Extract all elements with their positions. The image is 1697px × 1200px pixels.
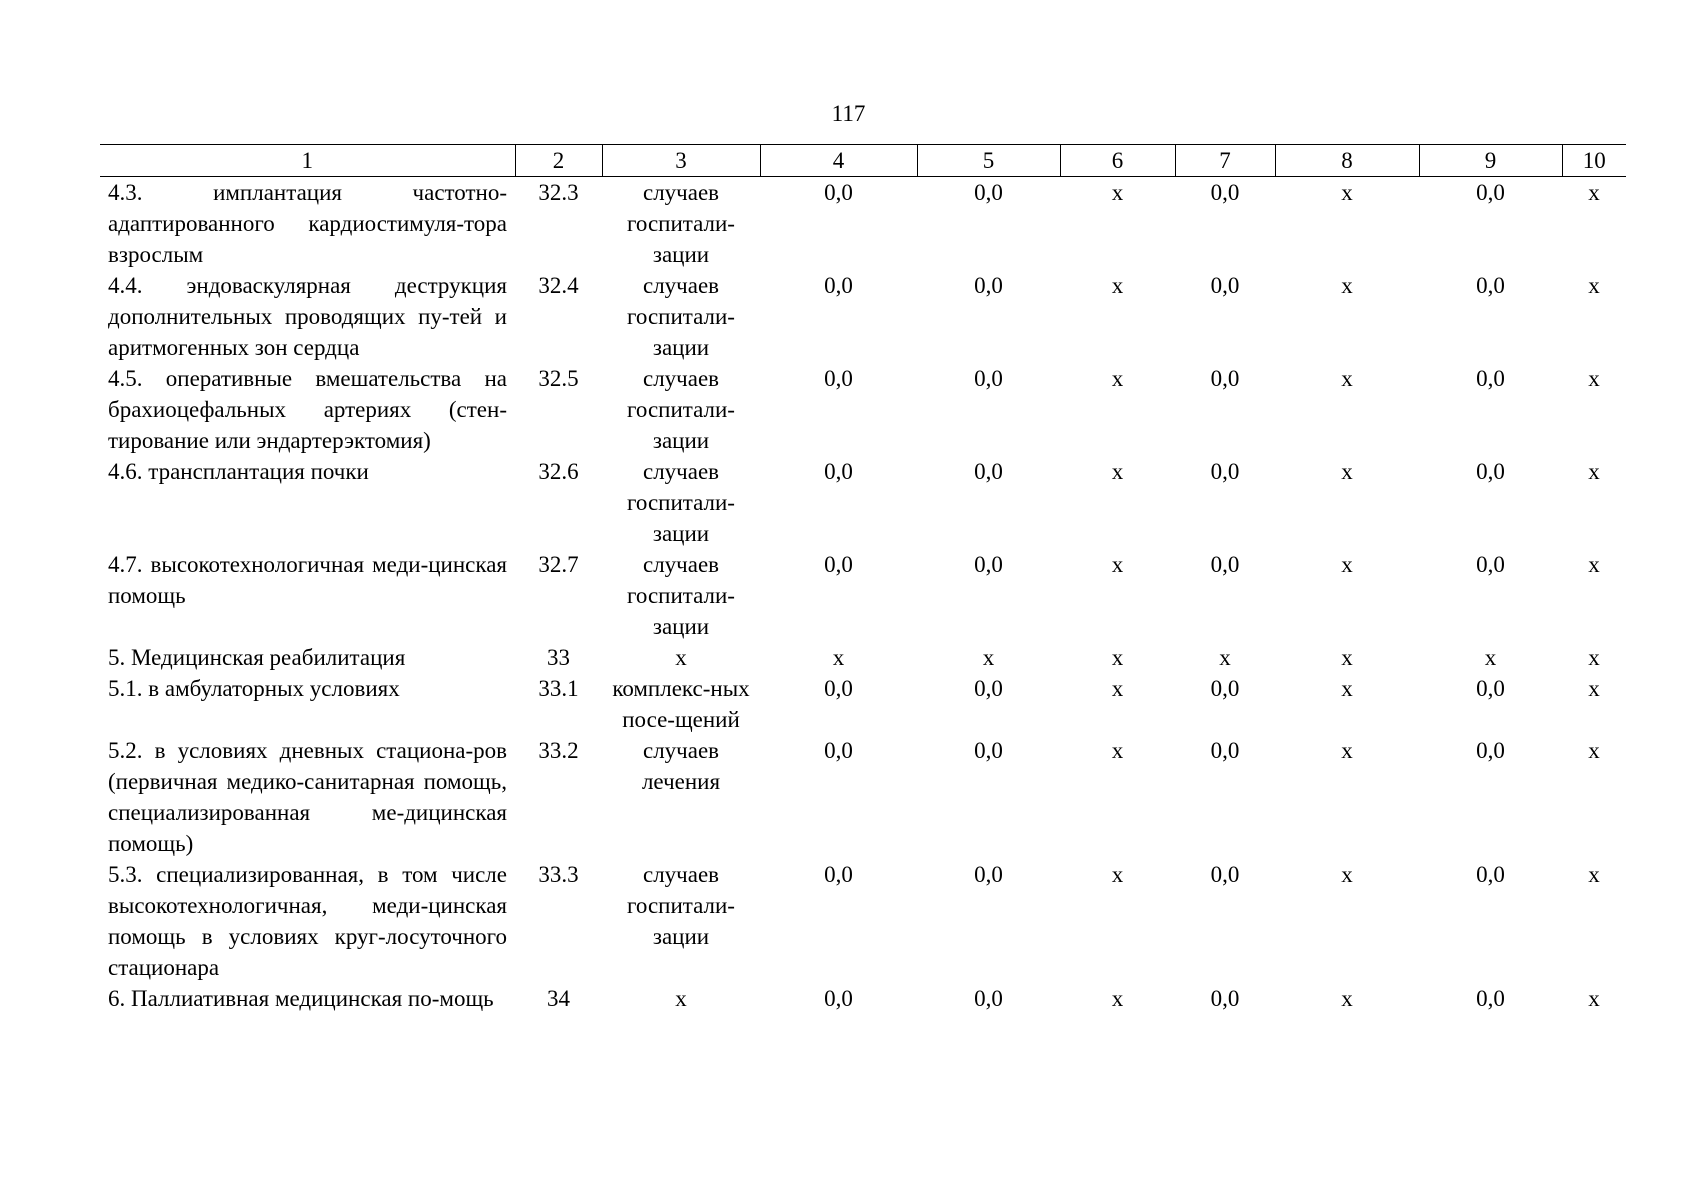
- row-name: 4.6. трансплантация почки: [108, 459, 369, 484]
- column-header-1: 1: [100, 145, 515, 177]
- row-value-7: 0,0: [1210, 459, 1240, 484]
- row-value-10: х: [1588, 180, 1600, 205]
- row-value-5: х: [982, 645, 995, 670]
- row-name: 4.3. имплантация частотно-адаптированного кардиостимуля-тора взрослым: [108, 180, 507, 267]
- row-value-7: 0,0: [1210, 180, 1240, 205]
- column-header-5: 5: [917, 145, 1060, 177]
- row-value-4: 0,0: [824, 366, 853, 391]
- row-value-8: х: [1341, 645, 1353, 670]
- column-header-3: 3: [602, 145, 760, 177]
- row-code: 32.5: [538, 366, 579, 391]
- row-unit: случаев госпитали-зации: [627, 552, 735, 639]
- row-value-9: 0,0: [1476, 676, 1505, 701]
- row-value-6: х: [1111, 180, 1124, 205]
- row-value-10: х: [1588, 459, 1600, 484]
- row-value-10: х: [1588, 273, 1600, 298]
- row-value-5: 0,0: [974, 459, 1003, 484]
- row-value-9: 0,0: [1476, 459, 1505, 484]
- row-value-7: 0,0: [1210, 273, 1240, 298]
- row-value-5: 0,0: [974, 180, 1003, 205]
- row-value-8: х: [1341, 459, 1353, 484]
- row-value-6: х: [1111, 738, 1124, 763]
- row-value-8: х: [1341, 862, 1353, 887]
- row-value-6: х: [1111, 862, 1124, 887]
- row-name: 4.5. оперативные вмешательства на брахиоцефальных артериях (стен-тирование или эндартерэктомия): [108, 366, 507, 453]
- row-unit: случаев лечения: [641, 738, 721, 794]
- row-value-10: х: [1588, 986, 1600, 1011]
- row-value-5: 0,0: [974, 862, 1003, 887]
- row-value-7: 0,0: [1210, 366, 1240, 391]
- row-value-10: х: [1588, 366, 1600, 391]
- row-unit: х: [675, 986, 687, 1011]
- row-name: 5.3. специализированная, в том числе высокотехнологичная, меди-цинская помощь в условиях круг-лосуточного стационара: [108, 862, 507, 980]
- row-value-10: х: [1588, 552, 1600, 577]
- row-unit: случаев госпитали-зации: [627, 459, 735, 546]
- row-value-9: 0,0: [1476, 986, 1505, 1011]
- row-code: 33: [547, 645, 570, 670]
- row-code: 34: [547, 986, 570, 1011]
- row-name: 4.4. эндоваскулярная деструкция дополнительных проводящих пу-тей и аритмогенных зон сердца: [108, 273, 507, 360]
- row-value-10: х: [1588, 645, 1600, 670]
- row-name: 5.1. в амбулаторных условиях: [108, 676, 400, 701]
- column-header-7: 7: [1175, 145, 1275, 177]
- row-value-5: 0,0: [974, 552, 1003, 577]
- row-value-10: х: [1588, 862, 1600, 887]
- row-value-4: 0,0: [824, 459, 853, 484]
- column-header-10: 10: [1562, 145, 1626, 177]
- row-value-4: 0,0: [824, 676, 853, 701]
- row-value-4: 0,0: [824, 552, 853, 577]
- row-value-10: х: [1588, 738, 1600, 763]
- row-value-6: х: [1111, 552, 1124, 577]
- table-header: [100, 145, 1626, 177]
- row-value-4: 0,0: [824, 738, 853, 763]
- row-value-9: х: [1484, 645, 1497, 670]
- row-value-6: х: [1111, 986, 1124, 1011]
- row-unit: случаев госпитали-зации: [627, 273, 735, 360]
- row-value-9: 0,0: [1476, 738, 1505, 763]
- row-value-9: 0,0: [1476, 273, 1505, 298]
- table-row: [100, 859, 1626, 983]
- table-row: [100, 177, 1626, 271]
- data-table: [100, 144, 1626, 1014]
- row-name: 4.7. высокотехнологичная меди-цинская помощь: [108, 552, 507, 608]
- row-name: 5.2. в условиях дневных стациона-ров (первичная медико-санитарная помощь, специализированная ме-дицинская помощь): [108, 738, 507, 856]
- row-value-4: х: [832, 645, 845, 670]
- row-value-8: х: [1341, 273, 1353, 298]
- table-row: [100, 363, 1626, 456]
- row-name: 5. Медицинская реабилитация: [108, 645, 406, 670]
- row-value-9: 0,0: [1476, 366, 1505, 391]
- row-value-5: 0,0: [974, 738, 1003, 763]
- row-value-9: 0,0: [1476, 180, 1505, 205]
- row-code: 32.6: [538, 459, 579, 484]
- row-value-6: х: [1111, 459, 1124, 484]
- row-value-7: 0,0: [1210, 552, 1240, 577]
- page-number: 117: [831, 101, 866, 126]
- row-value-7: х: [1219, 645, 1231, 670]
- column-header-8: 8: [1275, 145, 1419, 177]
- row-value-6: х: [1111, 366, 1124, 391]
- table-body: [100, 177, 1626, 1015]
- column-header-9: 9: [1419, 145, 1562, 177]
- header-row: [100, 145, 1626, 177]
- row-value-6: х: [1111, 273, 1124, 298]
- row-value-8: х: [1341, 366, 1353, 391]
- table-row: [100, 270, 1626, 363]
- table-row: [100, 642, 1626, 673]
- row-value-8: х: [1341, 180, 1353, 205]
- row-code: 33.1: [538, 676, 579, 701]
- row-value-7: 0,0: [1210, 676, 1240, 701]
- row-value-8: х: [1341, 552, 1353, 577]
- row-unit: х: [675, 645, 687, 670]
- row-value-5: 0,0: [974, 366, 1003, 391]
- row-value-6: х: [1111, 645, 1124, 670]
- row-value-4: 0,0: [824, 273, 853, 298]
- row-value-4: 0,0: [824, 180, 853, 205]
- row-value-4: 0,0: [824, 862, 853, 887]
- row-code: 32.4: [538, 273, 579, 298]
- column-header-2: 2: [515, 145, 602, 177]
- table-row: [100, 456, 1626, 549]
- row-unit: случаев госпитали-зации: [627, 862, 735, 949]
- row-value-5: 0,0: [974, 273, 1003, 298]
- row-value-8: х: [1341, 986, 1353, 1011]
- row-value-9: 0,0: [1476, 862, 1505, 887]
- row-value-7: 0,0: [1210, 986, 1240, 1011]
- column-header-6: 6: [1060, 145, 1175, 177]
- row-code: 32.3: [538, 180, 579, 205]
- row-unit: комплекс-ных посе-щений: [612, 676, 750, 732]
- row-value-7: 0,0: [1210, 738, 1240, 763]
- row-value-9: 0,0: [1476, 552, 1505, 577]
- row-value-6: х: [1111, 676, 1124, 701]
- row-unit: случаев госпитали-зации: [627, 366, 735, 453]
- row-value-4: 0,0: [824, 986, 853, 1011]
- table-row: [100, 735, 1626, 859]
- row-value-8: х: [1341, 676, 1353, 701]
- row-value-5: 0,0: [974, 676, 1003, 701]
- row-code: 32.7: [538, 552, 579, 577]
- table-row: [100, 983, 1626, 1014]
- row-value-7: 0,0: [1210, 862, 1240, 887]
- row-code: 33.2: [538, 738, 579, 763]
- row-value-10: х: [1588, 676, 1600, 701]
- row-value-8: х: [1341, 738, 1353, 763]
- row-code: 33.3: [538, 862, 579, 887]
- row-unit: случаев госпитали-зации: [627, 180, 735, 267]
- row-name: 6. Паллиативная медицинская по-мощь: [108, 986, 494, 1011]
- table-row: [100, 673, 1626, 735]
- row-value-5: 0,0: [974, 986, 1003, 1011]
- table-row: [100, 549, 1626, 642]
- column-header-4: 4: [760, 145, 917, 177]
